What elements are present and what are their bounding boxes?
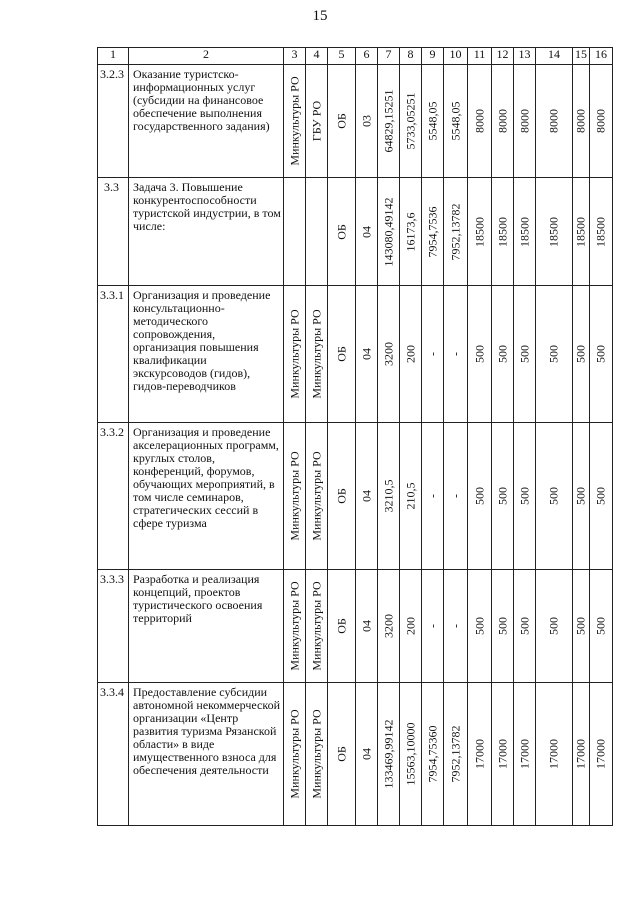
row-number: 3.3.3	[98, 570, 129, 683]
value-cell	[514, 423, 536, 570]
header-cell: 3	[284, 48, 306, 65]
value-cell	[573, 570, 590, 683]
value-cell	[590, 570, 613, 683]
value-cell	[514, 65, 536, 178]
header-cell: 11	[468, 48, 492, 65]
value-text: 8000	[593, 109, 608, 133]
executor-cell	[284, 683, 306, 826]
value-text: 7952,13782	[448, 203, 462, 260]
executor-cell	[284, 178, 306, 286]
value-cell	[514, 683, 536, 826]
table-row	[98, 423, 613, 570]
header-cell: 5	[328, 48, 356, 65]
value-text: 500	[573, 345, 588, 363]
value-cell	[573, 423, 590, 570]
code-text: 04	[359, 348, 373, 360]
code-text: 04	[359, 225, 373, 238]
code-cell	[356, 570, 378, 683]
participant-text: ГБУ РО	[309, 100, 323, 142]
executor-text: Минкультуры РО	[287, 581, 301, 671]
value-cell	[400, 286, 422, 423]
row-description: Организация и проведение акселерационных программ, круглых столов, конференций, форумов, обучающих мероприятий, в том числе семинаров, стратегических сессий в сфере туризма	[129, 423, 284, 570]
value-text: -	[448, 624, 462, 628]
participant-cell	[306, 570, 328, 683]
value-cell	[573, 65, 590, 178]
value-text: 500	[593, 617, 608, 635]
row-description: Задача 3. Повышение конкурентоспособности туристской индустрии, в том числе:	[129, 178, 284, 286]
value-text: 18500	[517, 216, 531, 247]
value-cell	[400, 570, 422, 683]
budget-source-cell	[328, 286, 356, 423]
value-cell	[536, 683, 573, 826]
value-cell	[514, 286, 536, 423]
row-number: 3.3	[98, 178, 129, 286]
value-cell	[422, 570, 444, 683]
value-text: 8000	[573, 109, 588, 133]
table-row	[98, 65, 613, 178]
value-text: 18500	[573, 216, 588, 247]
value-text: -	[448, 494, 462, 498]
value-cell	[492, 286, 514, 423]
executor-text: Минкультуры РО	[287, 76, 301, 166]
row-number: 3.3.1	[98, 286, 129, 423]
value-text: -	[425, 624, 439, 628]
value-text: 500	[593, 345, 608, 363]
value-text: 500	[593, 487, 608, 505]
value-text: 17000	[593, 739, 608, 769]
header-cell: 9	[422, 48, 444, 65]
header-cell: 2	[129, 48, 284, 65]
value-cell	[400, 178, 422, 286]
header-cell: 1	[98, 48, 129, 65]
value-text: 500	[495, 617, 509, 635]
value-text: 17000	[546, 739, 561, 769]
header-cell: 15	[573, 48, 590, 65]
value-text: 143080,49142	[381, 197, 395, 266]
executor-cell	[284, 570, 306, 683]
value-cell	[378, 65, 400, 178]
header-cell: 8	[400, 48, 422, 65]
value-cell	[378, 683, 400, 826]
value-cell	[444, 286, 468, 423]
value-cell	[422, 683, 444, 826]
value-text: 500	[517, 617, 531, 635]
value-text: 17000	[517, 739, 531, 769]
value-text: 500	[546, 345, 561, 363]
value-text: 500	[495, 345, 509, 363]
value-cell	[536, 570, 573, 683]
value-text: 200	[403, 617, 417, 635]
row-description: Предоставление субсидии автономной некоммерческой организации «Центр развития туризма Рязанской области» в виде имущественного взноса для обеспечения деятельности	[129, 683, 284, 826]
table-row	[98, 570, 613, 683]
participant-cell	[306, 683, 328, 826]
code-cell	[356, 178, 378, 286]
value-text: 500	[495, 487, 509, 505]
value-text: 133469,99142	[381, 719, 395, 789]
value-cell	[590, 178, 613, 286]
row-number: 3.3.2	[98, 423, 129, 570]
table-row	[98, 683, 613, 826]
value-text: 210,5	[403, 482, 417, 510]
value-cell	[444, 178, 468, 286]
participant-text: Минкультуры РО	[309, 709, 323, 799]
executor-text: Минкультуры РО	[287, 309, 301, 399]
participant-cell	[306, 286, 328, 423]
value-cell	[590, 65, 613, 178]
value-cell	[536, 423, 573, 570]
value-cell	[400, 65, 422, 178]
value-text: 500	[517, 345, 531, 363]
value-text: 500	[472, 345, 486, 363]
executor-cell	[284, 65, 306, 178]
executor-cell	[284, 286, 306, 423]
row-description: Оказание туристско-информационных услуг (субсидии на финансовое обеспечение выполнения государственного задания)	[129, 65, 284, 178]
value-cell	[492, 570, 514, 683]
value-text: 500	[573, 487, 588, 505]
value-text: 500	[546, 617, 561, 635]
participant-cell	[306, 65, 328, 178]
value-text: 8000	[472, 109, 486, 133]
header-cell: 6	[356, 48, 378, 65]
participant-text: Минкультуры РО	[309, 309, 323, 399]
budget-source-text: ОБ	[334, 346, 348, 362]
value-cell	[444, 683, 468, 826]
code-text: 04	[359, 620, 373, 632]
value-text: 15563,10000	[403, 722, 417, 786]
page-number: 15	[312, 8, 328, 24]
value-cell	[590, 683, 613, 826]
value-cell	[573, 178, 590, 286]
value-text: 18500	[546, 216, 561, 247]
value-text: 500	[517, 487, 531, 505]
value-cell	[492, 178, 514, 286]
header-cell: 14	[536, 48, 573, 65]
code-cell	[356, 683, 378, 826]
participant-cell	[306, 423, 328, 570]
value-text: 3210,5	[381, 479, 395, 513]
value-text: 500	[472, 617, 486, 635]
row-description: Разработка и реализация концепций, проектов туристического освоения территорий	[129, 570, 284, 683]
participant-text: Минкультуры РО	[309, 451, 323, 541]
code-text: 04	[359, 490, 373, 502]
row-description: Организация и проведение консультационно-методического сопровождения, организация повышения квалификации экскурсоводов (гидов), гидов-переводчиков	[129, 286, 284, 423]
value-text: 200	[403, 345, 417, 363]
budget-source-cell	[328, 423, 356, 570]
value-text: 7954,75360	[425, 725, 439, 783]
value-cell	[444, 423, 468, 570]
value-cell	[492, 683, 514, 826]
value-cell	[444, 65, 468, 178]
value-text: 16173,6	[403, 212, 417, 251]
header-cell: 10	[444, 48, 468, 65]
value-cell	[573, 683, 590, 826]
code-cell	[356, 423, 378, 570]
table-row	[98, 178, 613, 286]
value-text: 500	[546, 487, 561, 505]
value-cell	[422, 65, 444, 178]
value-cell	[573, 286, 590, 423]
value-text: 8000	[546, 109, 561, 133]
row-number: 3.2.3	[98, 65, 129, 178]
value-text: 17000	[472, 739, 486, 769]
value-text: 17000	[495, 739, 509, 769]
value-cell	[468, 178, 492, 286]
budget-source-cell	[328, 683, 356, 826]
header-row	[98, 48, 613, 65]
value-text: 8000	[517, 109, 531, 133]
value-cell	[514, 570, 536, 683]
value-text: 7954,7536	[425, 206, 439, 257]
value-cell	[468, 423, 492, 570]
value-text: 18500	[593, 216, 608, 247]
header-cell: 4	[306, 48, 328, 65]
executor-cell	[284, 423, 306, 570]
executor-text: Минкультуры РО	[287, 451, 301, 541]
budget-source-cell	[328, 178, 356, 286]
row-number: 3.3.4	[98, 683, 129, 826]
value-cell	[492, 423, 514, 570]
code-cell	[356, 65, 378, 178]
value-text: 5733,05251	[403, 92, 417, 150]
value-text: 8000	[495, 109, 509, 133]
value-cell	[400, 683, 422, 826]
value-cell	[400, 423, 422, 570]
value-text: 5548,05	[448, 101, 462, 141]
budget-source-text: ОБ	[334, 618, 348, 634]
participant-cell	[306, 178, 328, 286]
code-cell	[356, 286, 378, 423]
code-text: 04	[359, 748, 373, 760]
value-cell	[590, 423, 613, 570]
value-cell	[378, 423, 400, 570]
value-text: -	[425, 494, 439, 498]
budget-source-cell	[328, 570, 356, 683]
value-cell	[422, 423, 444, 570]
value-text: -	[448, 352, 462, 356]
value-cell	[514, 178, 536, 286]
value-cell	[378, 570, 400, 683]
value-cell	[536, 178, 573, 286]
header-cell: 13	[514, 48, 536, 65]
value-text: 5548,05	[425, 101, 439, 141]
value-cell	[468, 65, 492, 178]
value-cell	[590, 286, 613, 423]
program-table	[97, 47, 613, 826]
value-cell	[468, 286, 492, 423]
value-cell	[536, 65, 573, 178]
budget-source-text: ОБ	[334, 488, 348, 504]
budget-source-text: ОБ	[334, 746, 348, 762]
code-text: 03	[359, 115, 373, 127]
value-cell	[378, 178, 400, 286]
value-text: 3200	[381, 342, 395, 366]
value-text: 3200	[381, 614, 395, 638]
value-cell	[378, 286, 400, 423]
budget-source-cell	[328, 65, 356, 178]
header-cell: 12	[492, 48, 514, 65]
value-text: 500	[573, 617, 588, 635]
value-cell	[536, 286, 573, 423]
value-cell	[492, 65, 514, 178]
value-text: 64829,15251	[381, 89, 395, 153]
value-cell	[444, 570, 468, 683]
table-row	[98, 286, 613, 423]
value-cell	[422, 286, 444, 423]
value-cell	[468, 683, 492, 826]
header-cell: 7	[378, 48, 400, 65]
value-text: 18500	[472, 216, 486, 247]
value-cell	[422, 178, 444, 286]
value-cell	[468, 570, 492, 683]
value-text: 7952,13782	[448, 725, 462, 783]
value-text: 17000	[573, 739, 588, 769]
executor-text: Минкультуры РО	[287, 709, 301, 799]
header-cell: 16	[590, 48, 613, 65]
budget-source-text: ОБ	[334, 223, 348, 240]
value-text: 500	[472, 487, 486, 505]
participant-text: Минкультуры РО	[309, 581, 323, 671]
budget-source-text: ОБ	[334, 113, 348, 129]
value-text: 18500	[495, 216, 509, 247]
value-text: -	[425, 352, 439, 356]
